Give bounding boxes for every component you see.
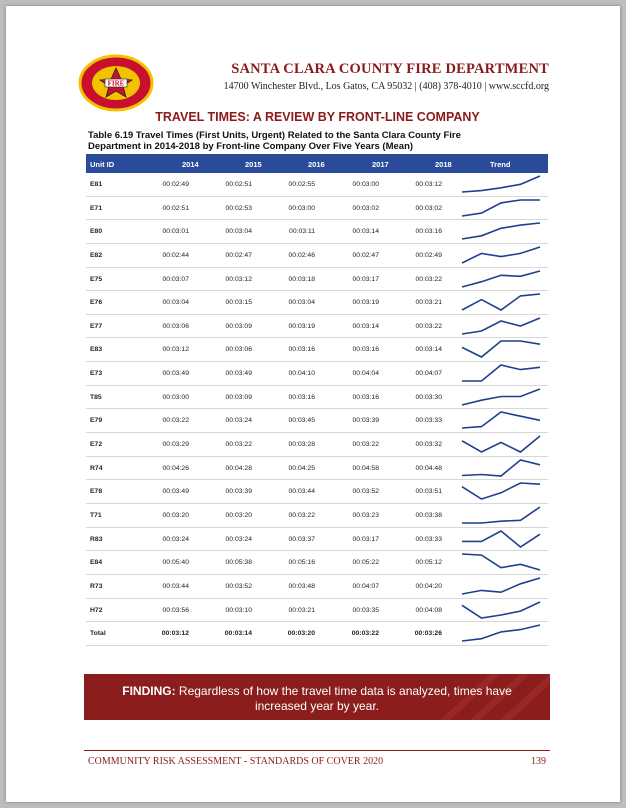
- table-row: [86, 409, 548, 433]
- time-cell: 00:03:16: [352, 346, 379, 354]
- time-cell: 00:03:45: [288, 417, 315, 425]
- table-row: [86, 551, 548, 575]
- travel-times-table: [86, 154, 548, 646]
- time-cell: 00:03:04: [288, 299, 315, 307]
- trend-line: [462, 531, 540, 547]
- time-cell: 00:03:21: [288, 606, 315, 614]
- time-cell: 00:03:06: [162, 322, 189, 330]
- fire-department-logo: [78, 54, 154, 112]
- trend-sparkline: [462, 576, 540, 596]
- time-cell: 00:03:04: [225, 228, 252, 236]
- time-cell: 00:03:26: [414, 630, 442, 638]
- time-cell: 00:03:04: [162, 299, 189, 307]
- time-cell: 00:03:22: [162, 417, 189, 425]
- time-cell: 00:03:35: [352, 606, 379, 614]
- table-row: [86, 599, 548, 623]
- time-cell: 00:03:56: [162, 606, 189, 614]
- trend-sparkline: [462, 410, 540, 430]
- column-header-2017: 2017: [372, 160, 389, 169]
- trend-sparkline: [462, 198, 540, 218]
- unit-id-cell: E82: [90, 251, 103, 259]
- time-cell: 00:03:16: [288, 393, 315, 401]
- unit-id-cell: E71: [90, 204, 103, 212]
- trend-line: [462, 602, 540, 618]
- time-cell: 00:04:07: [415, 370, 442, 378]
- time-cell: 00:03:30: [415, 393, 442, 401]
- time-cell: 00:02:55: [288, 181, 315, 188]
- time-cell: 00:05:12: [415, 559, 442, 567]
- time-cell: 00:03:20: [287, 630, 315, 638]
- table-row: [86, 457, 548, 481]
- trend-line: [462, 365, 540, 381]
- table-row: [86, 622, 548, 646]
- time-cell: 00:03:49: [162, 370, 189, 378]
- trend-sparkline: [462, 316, 540, 336]
- time-cell: 00:03:09: [225, 322, 252, 330]
- unit-id-cell: E77: [90, 322, 103, 330]
- column-header-trend: Trend: [490, 160, 511, 169]
- trend-line: [462, 223, 540, 239]
- trend-sparkline: [462, 174, 540, 194]
- trend-line: [462, 625, 540, 641]
- time-cell: 00:03:44: [288, 488, 315, 496]
- time-cell: 00:03:32: [415, 441, 442, 449]
- time-cell: 00:02:44: [162, 251, 189, 259]
- time-cell: 00:03:51: [415, 488, 442, 496]
- trend-line: [462, 200, 540, 216]
- table-row: [86, 291, 548, 315]
- time-cell: 00:02:49: [162, 181, 189, 188]
- trend-line: [462, 460, 540, 476]
- unit-id-cell: E73: [90, 370, 103, 378]
- table-body: [86, 173, 548, 646]
- page-number: 139: [531, 756, 546, 767]
- time-cell: 00:04:07: [352, 582, 379, 590]
- time-cell: 00:04:26: [162, 464, 189, 472]
- time-cell: 00:03:00: [162, 393, 189, 401]
- unit-id-cell: E80: [90, 228, 103, 236]
- time-cell: 00:03:19: [352, 299, 379, 307]
- time-cell: 00:03:17: [352, 275, 379, 283]
- trend-line: [462, 436, 540, 452]
- time-cell: 00:03:01: [162, 228, 189, 236]
- finding-text: [84, 674, 550, 714]
- table-row: [86, 386, 548, 410]
- trend-sparkline: [462, 363, 540, 383]
- unit-id-cell: E81: [90, 181, 103, 188]
- time-cell: 00:03:33: [415, 535, 442, 543]
- time-cell: 00:03:12: [415, 181, 442, 188]
- time-cell: 00:02:47: [352, 251, 379, 259]
- trend-sparkline: [462, 434, 540, 454]
- time-cell: 00:03:00: [288, 204, 315, 212]
- time-cell: 00:04:28: [225, 464, 252, 472]
- table-row: [86, 173, 548, 197]
- time-cell: 00:05:22: [352, 559, 379, 567]
- time-cell: 00:03:29: [162, 441, 189, 449]
- unit-id-cell: E84: [90, 559, 103, 567]
- time-cell: 00:03:14: [415, 346, 442, 354]
- table-row: [86, 480, 548, 504]
- time-cell: 00:03:11: [289, 228, 315, 236]
- finding-body: Regardless of how the travel time data is analyzed, times have increased year by year.: [175, 684, 512, 713]
- trend-sparkline: [462, 269, 540, 289]
- time-cell: 00:04:10: [288, 370, 315, 378]
- time-cell: 00:03:22: [288, 511, 315, 519]
- time-cell: 00:03:18: [288, 275, 315, 283]
- trend-sparkline: [462, 505, 540, 525]
- column-header-2015: 2015: [245, 160, 262, 169]
- table-row: [86, 575, 548, 599]
- trend-line: [462, 176, 540, 192]
- table-caption: Table 6.19 Travel Times (First Units, Urgent) Related to the Santa Clara County Fire Department in 2014-2018 by Front-line Company Over Five Years (Mean): [88, 130, 461, 152]
- table-row: [86, 220, 548, 244]
- trend-line: [462, 389, 540, 405]
- table-header-row: [86, 154, 548, 173]
- time-cell: 00:03:20: [225, 511, 252, 519]
- time-cell: 00:05:38: [225, 559, 252, 567]
- unit-id-cell: E83: [90, 346, 103, 354]
- unit-id-cell: E72: [90, 441, 103, 449]
- time-cell: 00:03:06: [225, 346, 252, 354]
- trend-line: [462, 318, 540, 334]
- time-cell: 00:03:21: [415, 299, 442, 307]
- time-cell: 00:02:46: [288, 251, 315, 259]
- footer-title: COMMUNITY RISK ASSESSMENT - STANDARDS OF COVER 2020: [88, 756, 384, 767]
- time-cell: 00:03:22: [415, 322, 442, 330]
- time-cell: 00:04:20: [415, 582, 442, 590]
- time-cell: 00:03:37: [288, 535, 315, 543]
- time-cell: 00:03:14: [352, 322, 379, 330]
- time-cell: 00:03:33: [415, 417, 442, 425]
- time-cell: 00:03:14: [352, 228, 379, 236]
- unit-id-cell: R73: [90, 582, 103, 590]
- trend-line: [462, 341, 540, 357]
- time-cell: 00:03:23: [352, 511, 379, 519]
- time-cell: 00:04:48: [415, 464, 442, 472]
- column-header-2018: 2018: [435, 160, 452, 169]
- table-row: [86, 244, 548, 268]
- trend-sparkline: [462, 387, 540, 407]
- time-cell: 00:04:58: [352, 464, 379, 472]
- time-cell: 00:03:52: [352, 488, 379, 496]
- unit-id-cell: E76: [90, 299, 103, 307]
- table-row: [86, 504, 548, 528]
- finding-box: [84, 674, 550, 720]
- time-cell: 00:03:39: [225, 488, 252, 496]
- time-cell: 00:03:16: [288, 346, 315, 354]
- trend-sparkline: [462, 481, 540, 501]
- time-cell: 00:03:07: [162, 275, 189, 283]
- document-page: [6, 6, 620, 802]
- time-cell: 00:03:39: [352, 417, 379, 425]
- trend-sparkline: [462, 458, 540, 478]
- time-cell: 00:03:12: [161, 630, 189, 638]
- time-cell: 00:05:16: [288, 559, 315, 567]
- time-cell: 00:03:22: [415, 275, 442, 283]
- time-cell: 00:05:40: [162, 559, 189, 567]
- unit-id-cell: T71: [90, 511, 102, 519]
- trend-line: [462, 412, 540, 428]
- time-cell: 00:02:51: [162, 204, 189, 212]
- column-header-2014: 2014: [182, 160, 199, 169]
- time-cell: 00:03:38: [415, 511, 442, 519]
- trend-line: [462, 554, 540, 570]
- department-address: 14700 Winchester Blvd., Los Gatos, CA 95032 | (408) 378-4010 | www.sccfd.org: [223, 81, 549, 92]
- time-cell: 00:03:28: [288, 441, 315, 449]
- time-cell: 00:03:20: [162, 511, 189, 519]
- time-cell: 00:03:24: [225, 417, 252, 425]
- finding-label: FINDING:: [122, 684, 176, 698]
- time-cell: 00:02:47: [225, 251, 252, 259]
- time-cell: 00:03:12: [225, 275, 252, 283]
- trend-line: [462, 507, 540, 523]
- unit-id-cell: R74: [90, 464, 103, 472]
- table-row: [86, 197, 548, 221]
- trend-line: [462, 578, 540, 594]
- time-cell: 00:03:48: [288, 582, 315, 590]
- time-cell: 00:03:02: [352, 204, 379, 212]
- table-row: [86, 268, 548, 292]
- time-cell: 00:03:15: [225, 299, 252, 307]
- section-title: TRAVEL TIMES: A REVIEW BY FRONT-LINE COMPANY: [155, 110, 480, 124]
- time-cell: 00:03:02: [415, 204, 442, 212]
- footer-divider: [84, 750, 550, 751]
- time-cell: 00:03:16: [352, 393, 379, 401]
- time-cell: 00:03:22: [352, 441, 379, 449]
- trend-line: [462, 294, 540, 310]
- time-cell: 00:03:49: [225, 370, 252, 378]
- trend-sparkline: [462, 552, 540, 572]
- unit-id-cell: Total: [90, 630, 106, 638]
- table-row: [86, 528, 548, 552]
- table-row: [86, 362, 548, 386]
- trend-sparkline: [462, 529, 540, 549]
- column-header-unit-id: Unit ID: [90, 160, 115, 169]
- time-cell: 00:03:22: [351, 630, 379, 638]
- unit-id-cell: T85: [90, 393, 102, 401]
- time-cell: 00:03:52: [225, 582, 252, 590]
- time-cell: 00:03:12: [162, 346, 189, 354]
- department-name: SANTA CLARA COUNTY FIRE DEPARTMENT: [231, 61, 549, 77]
- time-cell: 00:02:49: [415, 251, 442, 259]
- time-cell: 00:03:00: [352, 181, 379, 188]
- unit-id-cell: E78: [90, 488, 103, 496]
- svg-text:FIRE: FIRE: [107, 79, 125, 88]
- time-cell: 00:03:49: [162, 488, 189, 496]
- time-cell: 00:03:16: [415, 228, 442, 236]
- trend-sparkline: [462, 292, 540, 312]
- trend-sparkline: [462, 623, 540, 643]
- time-cell: 00:03:22: [225, 441, 252, 449]
- time-cell: 00:02:53: [225, 204, 252, 212]
- time-cell: 00:03:14: [224, 630, 252, 638]
- table-row: [86, 433, 548, 457]
- time-cell: 00:02:51: [225, 181, 252, 188]
- table-row: [86, 338, 548, 362]
- unit-id-cell: E75: [90, 275, 103, 283]
- trend-line: [462, 483, 540, 499]
- unit-id-cell: E79: [90, 417, 103, 425]
- time-cell: 00:04:08: [415, 606, 442, 614]
- trend-sparkline: [462, 600, 540, 620]
- unit-id-cell: H72: [90, 606, 103, 614]
- trend-sparkline: [462, 245, 540, 265]
- time-cell: 00:04:04: [352, 370, 379, 378]
- time-cell: 00:03:10: [225, 606, 252, 614]
- time-cell: 00:04:25: [288, 464, 315, 472]
- trend-line: [462, 271, 540, 287]
- column-header-2016: 2016: [308, 160, 325, 169]
- trend-sparkline: [462, 221, 540, 241]
- table-row: [86, 315, 548, 339]
- trend-sparkline: [462, 339, 540, 359]
- trend-line: [462, 247, 540, 263]
- time-cell: 00:03:09: [225, 393, 252, 401]
- time-cell: 00:03:24: [162, 535, 189, 543]
- time-cell: 00:03:44: [162, 582, 189, 590]
- time-cell: 00:03:19: [288, 322, 315, 330]
- time-cell: 00:03:17: [352, 535, 379, 543]
- unit-id-cell: R83: [90, 535, 103, 543]
- time-cell: 00:03:24: [225, 535, 252, 543]
